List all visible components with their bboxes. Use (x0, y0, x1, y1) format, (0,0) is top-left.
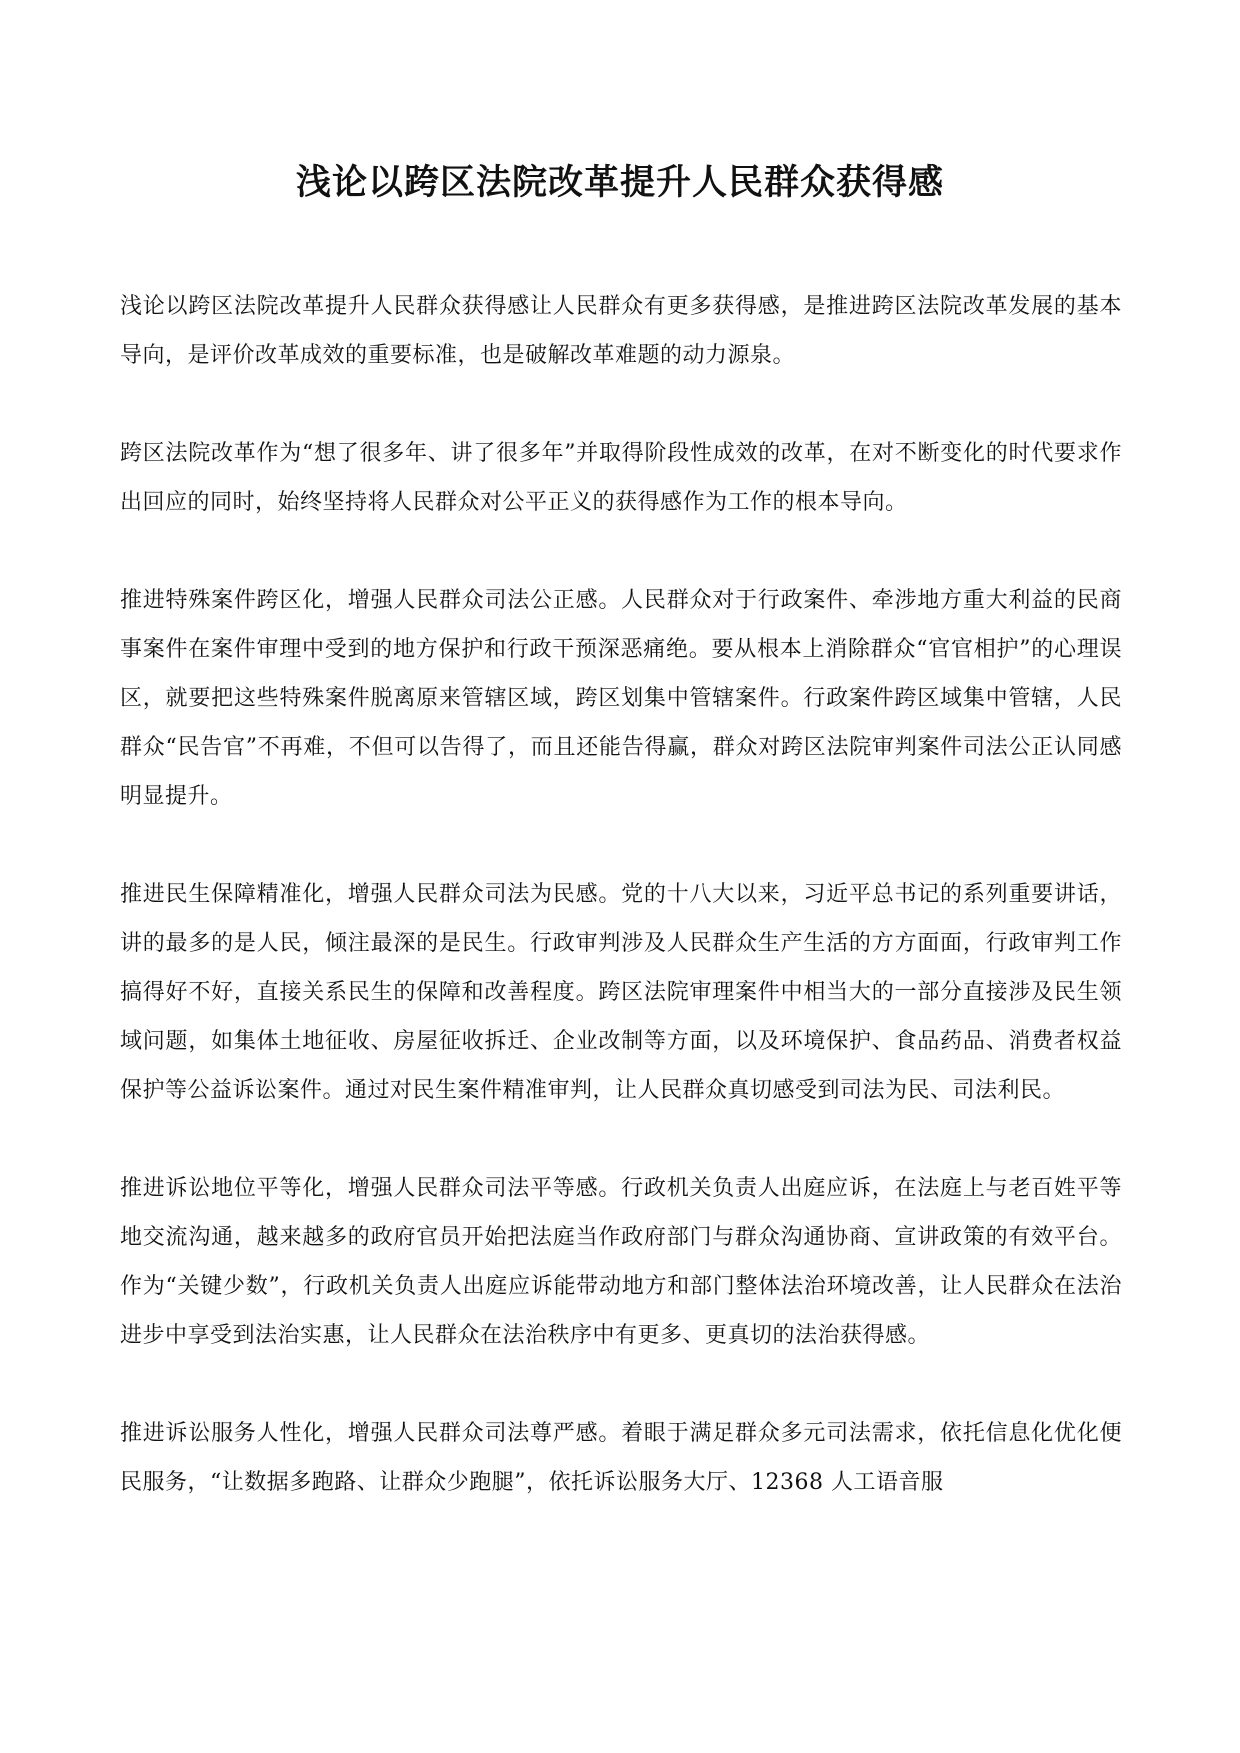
paragraph-equality: 推进诉讼地位平等化，增强人民群众司法平等感。行政机关负责人出庭应诉，在法庭上与老百姓平等地交流沟通，越来越多的政府官员开始把法庭当作政府部门与群众沟通协商、宣讲政策的有效平台。作为“关键少数”，行政机关负责人出庭应诉能带动地方和部门整体法治环境改善，让人民群众在法治进步中享受到法治实惠，让人民群众在法治秩序中有更多、更真切的法治获得感。 (120, 1176, 1122, 1348)
paragraph-justice: 推进特殊案件跨区化，增强人民群众司法公正感。人民群众对于行政案件、牵涉地方重大利益的民商事案件在案件审理中受到的地方保护和行政干预深恶痛绝。要从根本上消除群众“官官相护”的心理误区，就要把这些特殊案件脱离原来管辖区域，跨区划集中管辖案件。行政案件跨区域集中管辖，人民群众“民告官”不再难，不但可以告得了，而且还能告得赢，群众对跨区法院审判案件司法公正认同感明显提升。 (120, 588, 1122, 809)
paragraph-intro: 浅论以跨区法院改革提升人民群众获得感让人民群众有更多获得感，是推进跨区法院改革发展的基本导向，是评价改革成效的重要标准，也是破解改革难题的动力源泉。 (120, 294, 1122, 368)
paragraph-service: 推进诉讼服务人性化，增强人民群众司法尊严感。着眼于满足群众多元司法需求，依托信息化优化便民服务，“让数据多跑路、让群众少跑腿”，依托诉讼服务大厅、12368 人工语音服 (120, 1421, 1122, 1495)
document-body (120, 282, 1122, 1556)
document-title: 浅论以跨区法院改革提升人民群众获得感 (295, 162, 944, 203)
paragraph-livelihood: 推进民生保障精准化，增强人民群众司法为民感。党的十八大以来，习近平总书记的系列重要讲话，讲的最多的是人民，倾注最深的是民生。行政审判涉及人民群众生产生活的方方面面，行政审判工作搞得好不好，直接关系民生的保障和改善程度。跨区法院审理案件中相当大的一部分直接涉及民生领域问题，如集体土地征收、房屋征收拆迁、企业改制等方面，以及环境保护、食品药品、消费者权益保护等公益诉讼案件。通过对民生案件精准审判，让人民群众真切感受到司法为民、司法利民。 (120, 882, 1122, 1103)
paragraph-background: 跨区法院改革作为“想了很多年、讲了很多年”并取得阶段性成效的改革，在对不断变化的时代要求作出回应的同时，始终坚持将人民群众对公平正义的获得感作为工作的根本导向。 (120, 441, 1122, 515)
